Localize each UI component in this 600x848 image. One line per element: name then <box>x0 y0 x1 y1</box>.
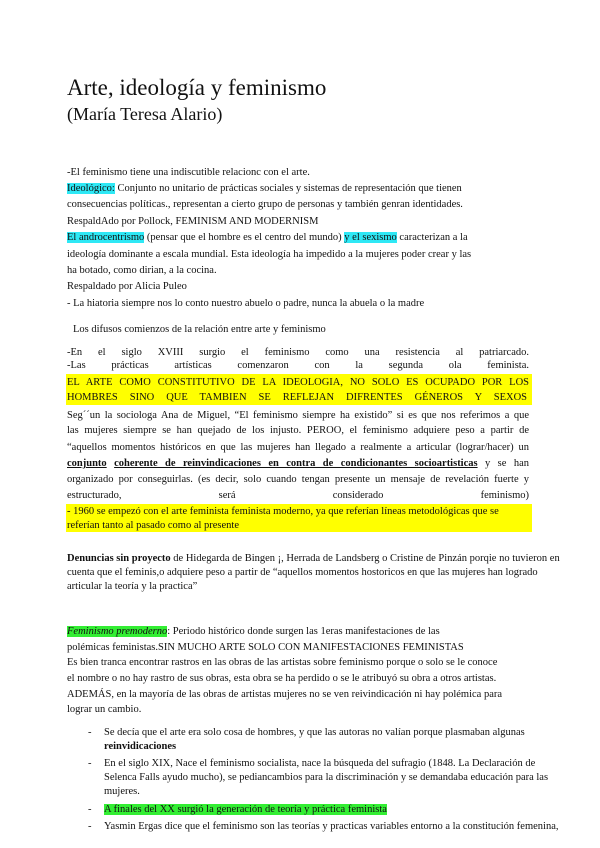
list-item: reinvidicaciones <box>104 741 177 752</box>
paragraph-line: lograr un cambio. <box>67 704 142 715</box>
list-item <box>104 803 387 816</box>
paragraph-line: ha botado, como dirian, a la cocina. <box>67 265 217 276</box>
text-run: Conjunto no unitario de prácticas sociales y sistemas de representación que tienen <box>114 183 462 194</box>
paragraph-line <box>67 457 529 470</box>
paragraph-line: el nombre o no hay rastro de sus obras, esta obra se ha perdido o se le atribuyó su obra a otros artistas. <box>67 673 497 684</box>
paragraph-line: las mujeres siempre se han quejado de los injusto. PEROO, el feminismo adquiere peso a partir de <box>67 425 529 436</box>
paragraph-line: ADEMÁS, en la mayoría de las obras de artistas mujeres no se ven reivindicación ni hay polémica para <box>67 689 503 700</box>
bullet-marker: - <box>88 758 92 769</box>
paragraph-line: “aquellos momentos históricos en que las mujeres han llegado a realmente a articular (lograr/hacer) un <box>67 442 529 453</box>
paragraph-line <box>67 552 560 565</box>
text-run: : Periodo histórico donde surgen las 1eras manifestaciones de las <box>167 626 440 637</box>
section-heading: Los difusos comienzos de la relación entre arte y feminismo <box>73 324 326 335</box>
paragraph-line: - La hiatoria siempre nos lo conto nuestro abuelo o padre, nunca la abuela o la madre <box>67 298 425 309</box>
paragraph-line: articular la teoría y la practica” <box>67 581 198 592</box>
paragraph-line <box>67 182 462 195</box>
paragraph-line: Es bien tranca encontrar rastros en las obras de las artistas sobre feminismo porque o solo se le conoce <box>67 657 498 668</box>
paragraph-line: estructurado, será considerado feminismo) <box>67 490 529 501</box>
paragraph-line: cuenta que el feminis,o adquiere peso a partir de “aquellos momentos hostoricos en que las mujeres han logrado <box>67 567 538 578</box>
paragraph-line: polémicas feministas.SIN MUCHO ARTE SOLO CON MANIFESTACIONES FEMINISTAS <box>67 642 464 653</box>
bullet-marker: - <box>88 821 92 832</box>
bold-term: Denuncias sin proyecto <box>67 553 171 564</box>
paragraph-line: organizado por conseguirlas. (es decir, solo cuando tengan presente un mensaje de revelación fuerte y <box>67 474 529 485</box>
list-item: Yasmin Ergas dice que el feminismo son las teorías y practicas variables entorno a la constitución femenina, <box>104 821 559 832</box>
bullet-marker: - <box>88 727 92 738</box>
text-run: caracterizan a la <box>396 232 468 243</box>
list-item: En el siglo XIX, Nace el feminismo socialista, nace la búsqueda del sufragio (1848. La Declaración de <box>104 758 536 769</box>
paragraph-line: consecuencias políticas., representan a cierto grupo de personas y también genran identidades. <box>67 199 463 210</box>
document-subtitle: (María Teresa Alario) <box>67 104 223 124</box>
emphasis-text: conjunto <box>67 458 107 469</box>
paragraph-line: - 1960 se empezó con el arte feminista feminista moderno, ya que referían líneas metodológicas que se <box>67 506 499 517</box>
paragraph-line: Respaldado por Alicia Puleo <box>67 281 187 292</box>
text-run: de Hidegarda de Bingen ¡, Herrada de Landsberg o Cristine de Pinzán porqie no tuvieron en <box>170 553 560 564</box>
paragraph-line: -El feminismo tiene una indiscutible relacionc con el arte. <box>67 167 310 178</box>
text-run: (pensar que el hombre es el centro del mundo) <box>144 232 345 243</box>
paragraph-line: -En el siglo XVIII surgio el feminismo como una resistencia al patriarcado. <box>67 347 529 358</box>
highlight-term: y el sexismo <box>344 232 397 243</box>
paragraph-line: RespaldAdo por Pollock, FEMINISM AND MODERNISM <box>67 216 319 227</box>
highlight-term: Feminismo premoderno <box>67 626 168 637</box>
list-item: mujeres. <box>104 786 140 797</box>
highlight-term: A finales del XX surgió la generación de teoría y práctica feminista <box>104 804 387 815</box>
paragraph-line: -Las prácticas artísticas comenzaron con la segunda ola feminista. <box>67 360 529 371</box>
text-run: y se han <box>477 458 529 469</box>
emphasis-text: coherente de reinvindicaciones en contra de condicionantes socioartisticas <box>114 458 478 469</box>
list-item: Se decía que el arte era solo cosa de hombres, y que las autoras no valían porque plasmaban algunas <box>104 727 525 738</box>
list-item: Selenca Falls ayudo mucho), se pediancambios para la discriminación y se demandaba educación para las <box>104 772 549 783</box>
paragraph-line: HOMBRES SINO QUE TAMBIEN SE REFLEJAN DIFRENTES GÉNEROS Y SEXOS <box>67 392 527 403</box>
paragraph-line: EL ARTE COMO CONSTITUTIVO DE LA IDEOLOGIA, NO SOLO ES OCUPADO POR LOS <box>67 377 529 388</box>
document-title: Arte, ideología y feminismo <box>67 75 327 100</box>
paragraph-line <box>67 231 468 244</box>
highlight-term: El androcentrismo <box>67 232 145 243</box>
paragraph-line: Seg´´un la sociologa Ana de Miguel, “El feminismo siempre ha existido” si es que nos referimos a que <box>67 410 529 421</box>
bullet-marker: - <box>88 804 92 815</box>
highlight-term: Ideológico: <box>67 183 115 194</box>
paragraph-line <box>67 625 440 638</box>
paragraph-line: referían tanto al pasado como al presente <box>67 520 240 531</box>
paragraph-line: ideología dominante a escala mundial. Esta ideología ha impedido a la mujeres poder crear y las <box>67 249 472 260</box>
